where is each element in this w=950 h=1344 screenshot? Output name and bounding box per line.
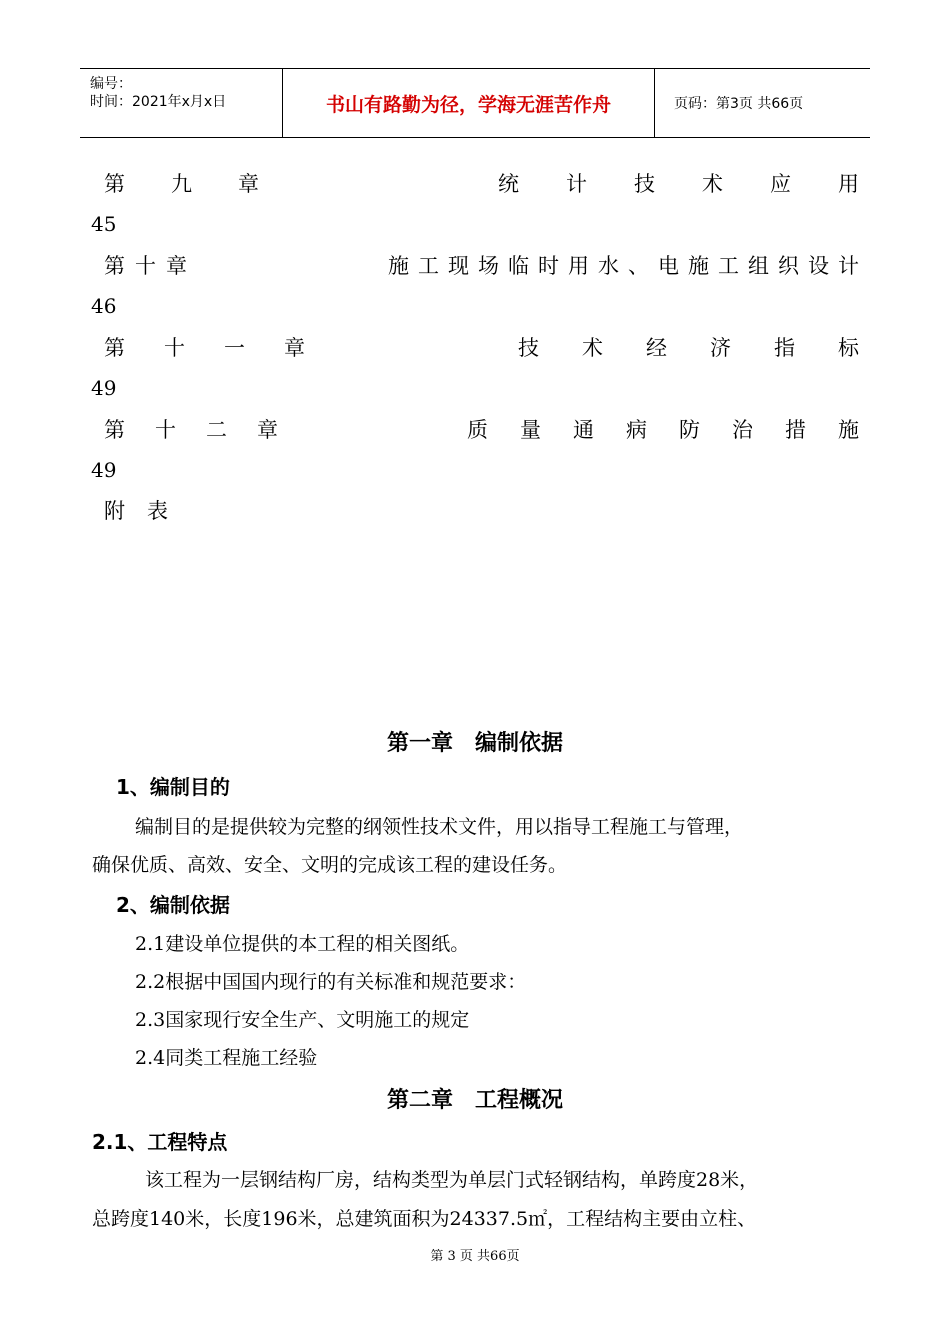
list-item: 2.1建设单位提供的本工程的相关图纸。 xyxy=(135,933,470,955)
toc-chapter: 第九章 xyxy=(104,172,305,196)
toc-entry-11 xyxy=(104,332,902,362)
toc-entry-9 xyxy=(104,168,906,198)
toc-title: 技术经济指标 xyxy=(518,336,902,360)
section-1-title: 1、编制目的 xyxy=(116,775,230,799)
chapter-2-title: 第二章 工程概况 xyxy=(386,1088,563,1113)
toc-appendix: 附表 xyxy=(104,499,190,523)
list-item: 2.2根据中国国内现行的有关标准和规范要求： xyxy=(135,971,527,993)
section-2-1-title: 2.1、工程特点 xyxy=(92,1130,228,1154)
toc-page-10: 46 xyxy=(91,294,117,318)
page-header xyxy=(80,68,870,138)
toc-title: 统计技术应用 xyxy=(498,172,906,196)
toc-title: 质量通病防治措施 xyxy=(467,418,891,442)
number-label: 编号： xyxy=(90,76,132,92)
paragraph-line: 编制目的是提供较为完整的纲领性技术文件，用以指导工程施工与管理， xyxy=(135,816,744,838)
toc-title: 施工现场临时用水、电施工组织设计 xyxy=(388,254,868,278)
paragraph-line: 该工程为一层钢结构厂房，结构类型为单层门式轻钢结构，单跨度28米， xyxy=(145,1169,759,1191)
date-label: 时间：2021年x月x日 xyxy=(90,94,227,110)
list-item: 2.4同类工程施工经验 xyxy=(135,1047,318,1069)
paragraph-line: 确保优质、高效、安全、文明的完成该工程的建设任务。 xyxy=(92,854,568,876)
toc-entry-10 xyxy=(104,250,868,280)
paragraph-line: 总跨度140米，长度196米，总建筑面积为24337.5㎡，工程结构主要由立柱、 xyxy=(92,1208,757,1230)
toc-chapter: 第十一章 xyxy=(104,336,344,360)
toc-page-11: 49 xyxy=(91,376,117,400)
toc-page-9: 45 xyxy=(91,212,117,236)
toc-page-12: 49 xyxy=(91,458,117,482)
section-2-title: 2、编制依据 xyxy=(116,893,230,917)
list-item: 2.3国家现行安全生产、文明施工的规定 xyxy=(135,1009,470,1031)
toc-chapter: 第十章 xyxy=(104,254,197,278)
toc-chapter: 第十二章 xyxy=(104,418,308,442)
header-meta-cell xyxy=(80,69,283,137)
page-footer: 第 3 页 共66页 xyxy=(430,1249,520,1264)
toc-entry-12 xyxy=(104,414,891,444)
header-page-info: 页码：第3页 共66页 xyxy=(674,96,804,112)
header-motto: 书山有路勤为径，学海无涯苦作舟 xyxy=(283,69,655,137)
chapter-1-title: 第一章 编制依据 xyxy=(386,731,563,756)
